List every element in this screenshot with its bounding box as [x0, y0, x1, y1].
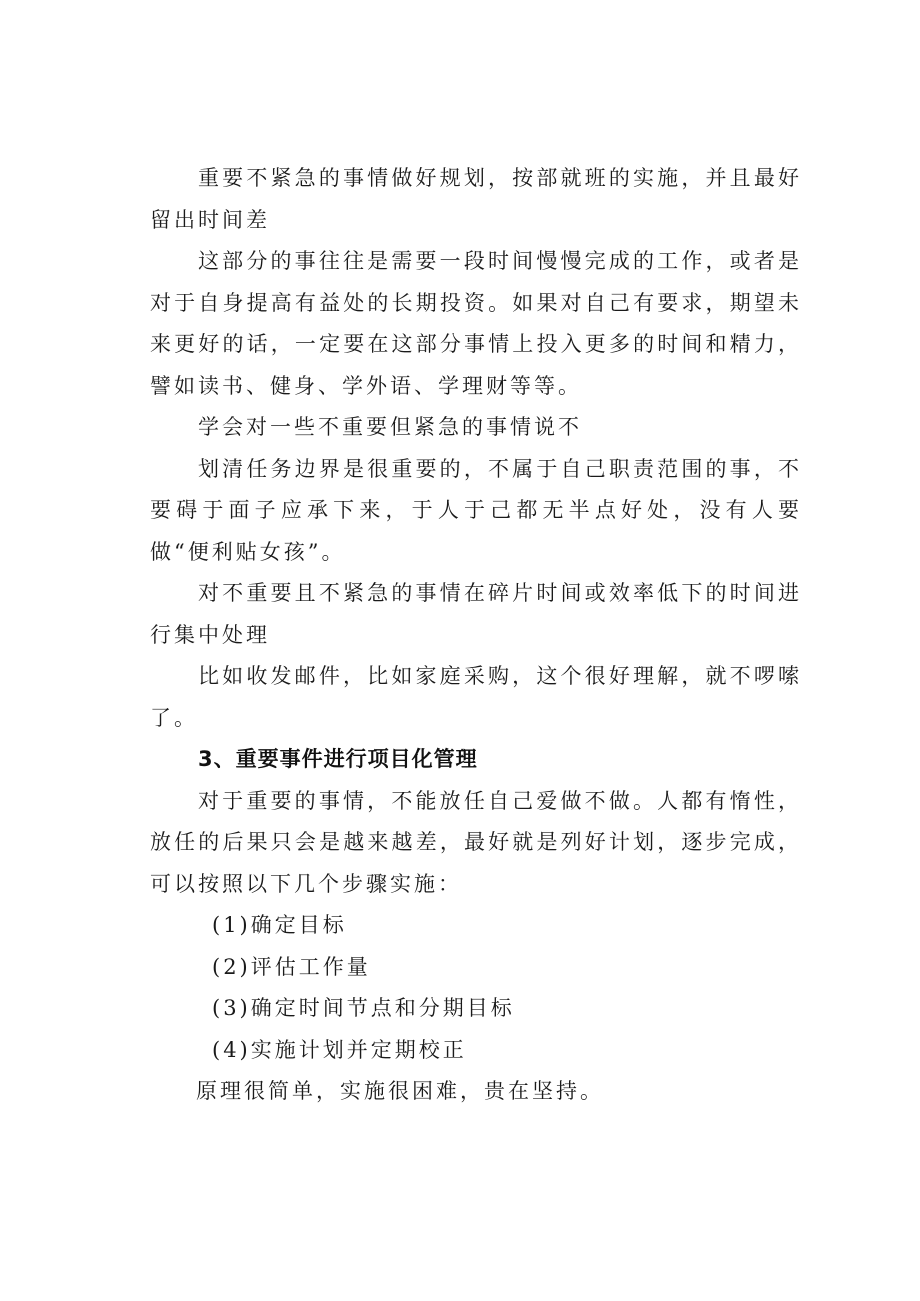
paragraph-long-term-investment: 这部分的事往往是需要一段时间慢慢完成的工作，或者是对于自身提高有益处的长期投资。如果对自己有要求，期望未来更好的话，一定要在这部分事情上投入更多的时间和精力，譬如读书、健身、学外语、学理财等等。 — [150, 249, 802, 398]
paragraph-task-boundary: 划清任务边界是很重要的，不属于自己职责范围的事，不要碍于面子应承下来，于人于己都无半点好处，没有人要做“便利贴女孩”。 — [150, 456, 802, 564]
paragraph-fragmented-time: 对不重要且不紧急的事情在碎片时间或效率低下的时间进行集中处理 — [150, 581, 802, 647]
step-item: (3)确定时间节点和分期目标 — [212, 996, 515, 1020]
closing-line: 原理很简单，实施很困难，贵在坚持。 — [196, 1079, 604, 1103]
paragraph-learn-to-say-no: 学会对一些不重要但紧急的事情说不 — [198, 415, 582, 439]
section-heading: 3、重要事件进行项目化管理 — [198, 747, 478, 771]
step-item: (1)确定目标 — [212, 913, 347, 937]
document-body — [150, 158, 802, 1113]
step-item: (2)评估工作量 — [212, 954, 371, 979]
step-item: (4)实施计划并定期校正 — [212, 1037, 467, 1062]
section-intro: 对于重要的事情，不能放任自己爱做不做。人都有惰性，放任的后果只会是越来越差，最好就是列好计划，逐步完成，可以按照以下几个步骤实施： — [150, 788, 802, 896]
paragraph-examples: 比如收发邮件，比如家庭采购，这个很好理解，就不啰嗦了。 — [150, 664, 802, 730]
paragraph-important-not-urgent: 重要不紧急的事情做好规划，按部就班的实施，并且最好留出时间差 — [150, 166, 802, 232]
